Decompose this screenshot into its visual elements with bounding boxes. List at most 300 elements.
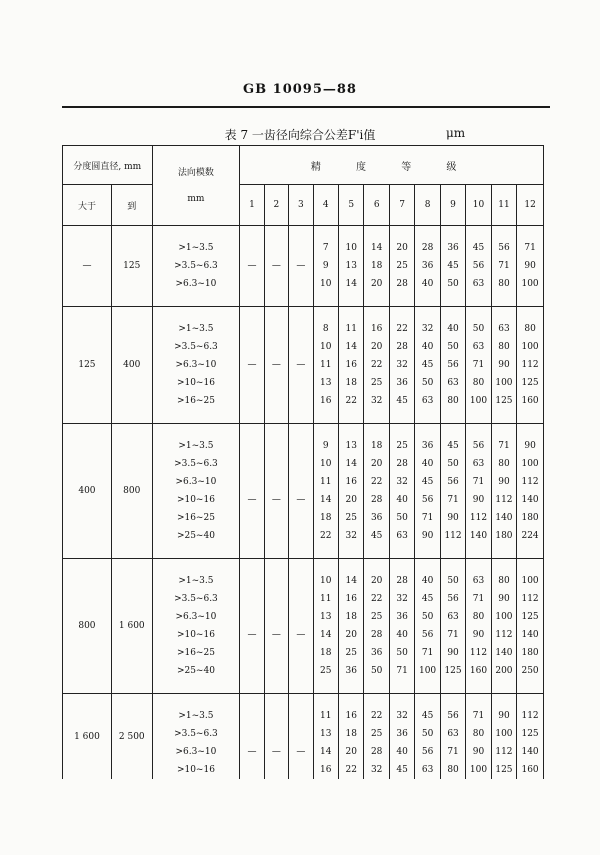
value-cell: 20 xyxy=(364,275,389,293)
grade-cell-dash: — xyxy=(289,356,313,374)
value-cell: 125 xyxy=(491,392,516,410)
pad-cell xyxy=(466,680,491,694)
module-cell: >25~40 xyxy=(152,662,240,680)
module-cell: >6.3~10 xyxy=(152,356,240,374)
pad-cell xyxy=(389,410,414,424)
value-cell: 56 xyxy=(415,491,440,509)
value-cell: 13 xyxy=(339,257,364,275)
value-cell: 71 xyxy=(517,239,544,257)
value-cell: 140 xyxy=(517,626,544,644)
value-cell: 71 xyxy=(440,743,465,761)
pad-cell xyxy=(364,226,389,240)
pad-cell xyxy=(289,226,313,240)
value-cell: 71 xyxy=(491,257,516,275)
grade-cell-dash: — xyxy=(240,626,264,644)
pad-cell xyxy=(440,680,465,694)
value-cell: 112 xyxy=(440,527,465,545)
grade-col-header: 11 xyxy=(491,185,516,226)
grade-cell-dash xyxy=(264,509,288,527)
pad-cell xyxy=(364,559,389,573)
value-cell: 22 xyxy=(313,527,338,545)
grade-cell-dash: — xyxy=(240,356,264,374)
pad-cell xyxy=(152,410,240,424)
value-cell: 45 xyxy=(415,707,440,725)
pad-cell xyxy=(491,680,516,694)
pad-cell xyxy=(264,293,288,307)
value-cell: 10 xyxy=(313,338,338,356)
pad-cell xyxy=(491,545,516,559)
value-cell: 56 xyxy=(415,743,440,761)
value-cell: 36 xyxy=(389,374,414,392)
value-cell: 32 xyxy=(364,761,389,779)
value-cell: 80 xyxy=(466,725,491,743)
diameter-over-cell: 125 xyxy=(63,307,112,424)
value-cell: 13 xyxy=(313,374,338,392)
value-cell: 36 xyxy=(415,437,440,455)
grade-cell-dash: — xyxy=(240,491,264,509)
grade-cell-dash xyxy=(240,374,264,392)
pad-cell xyxy=(240,680,264,694)
diameter-to-cell: 800 xyxy=(111,424,152,559)
table-caption: 表 7 一齿径向综合公差F'i值 xyxy=(224,128,376,142)
value-cell: 125 xyxy=(517,608,544,626)
value-cell: 112 xyxy=(517,707,544,725)
value-cell: 71 xyxy=(466,707,491,725)
value-cell: 11 xyxy=(313,707,338,725)
pad-cell xyxy=(440,424,465,438)
value-cell: 50 xyxy=(389,509,414,527)
grade-cell-dash xyxy=(240,473,264,491)
grade-cell-dash xyxy=(264,644,288,662)
value-cell: 14 xyxy=(339,338,364,356)
value-cell: 56 xyxy=(491,239,516,257)
value-cell: 40 xyxy=(389,743,414,761)
pad-cell xyxy=(440,545,465,559)
pad-cell xyxy=(364,545,389,559)
pad-cell xyxy=(440,226,465,240)
value-cell: 160 xyxy=(517,392,544,410)
value-cell: 40 xyxy=(415,338,440,356)
value-cell: 22 xyxy=(339,392,364,410)
value-cell: 25 xyxy=(313,662,338,680)
value-cell: 14 xyxy=(364,239,389,257)
pad-cell xyxy=(264,545,288,559)
pad-cell xyxy=(264,226,288,240)
grade-cell-dash xyxy=(240,392,264,410)
grade-col-header: 2 xyxy=(264,185,288,226)
pad-cell xyxy=(491,694,516,708)
value-cell: 56 xyxy=(415,626,440,644)
grade-cell-dash xyxy=(240,662,264,680)
value-cell: 28 xyxy=(389,572,414,590)
pad-cell xyxy=(289,307,313,321)
pad-cell xyxy=(264,559,288,573)
grade-cell-dash xyxy=(289,662,313,680)
grade-cell-dash xyxy=(289,338,313,356)
pad-cell xyxy=(466,307,491,321)
grade-cell-dash xyxy=(240,725,264,743)
pad-cell xyxy=(339,680,364,694)
module-cell: >10~16 xyxy=(152,374,240,392)
value-cell: 112 xyxy=(517,590,544,608)
grade-cell-dash xyxy=(240,590,264,608)
value-cell: 32 xyxy=(364,392,389,410)
pad-cell xyxy=(415,307,440,321)
value-cell: 50 xyxy=(415,725,440,743)
pad-cell xyxy=(240,410,264,424)
value-cell: 20 xyxy=(364,455,389,473)
value-cell: 112 xyxy=(517,356,544,374)
value-cell: 56 xyxy=(440,590,465,608)
group-pad-row xyxy=(63,307,544,321)
grade-cell-dash xyxy=(264,392,288,410)
value-cell: 71 xyxy=(466,356,491,374)
pad-cell xyxy=(517,680,544,694)
value-cell: 180 xyxy=(517,509,544,527)
grade-cell-dash xyxy=(240,320,264,338)
grade-cell-dash xyxy=(240,644,264,662)
grade-cell-dash xyxy=(264,608,288,626)
value-cell: 28 xyxy=(389,338,414,356)
value-cell: 80 xyxy=(466,608,491,626)
table-body xyxy=(63,226,544,780)
value-cell: 100 xyxy=(415,662,440,680)
pad-cell xyxy=(264,424,288,438)
grade-cell-dash xyxy=(240,275,264,293)
value-cell: 90 xyxy=(517,437,544,455)
value-cell: 32 xyxy=(389,473,414,491)
grade-col-header: 10 xyxy=(466,185,491,226)
pad-cell xyxy=(264,680,288,694)
grade-cell-dash xyxy=(264,761,288,779)
pad-cell xyxy=(466,410,491,424)
value-cell: 40 xyxy=(440,320,465,338)
grade-col-header: 3 xyxy=(289,185,313,226)
value-cell: 224 xyxy=(517,527,544,545)
grade-cell-dash xyxy=(289,473,313,491)
pad-cell xyxy=(415,694,440,708)
value-cell: 56 xyxy=(466,257,491,275)
group-pad-row xyxy=(63,424,544,438)
value-cell: 56 xyxy=(440,707,465,725)
value-cell: 160 xyxy=(517,761,544,779)
value-cell: 100 xyxy=(466,392,491,410)
value-cell: 125 xyxy=(517,374,544,392)
module-cell: >6.3~10 xyxy=(152,275,240,293)
value-cell: 80 xyxy=(440,392,465,410)
module-cell: >16~25 xyxy=(152,392,240,410)
grade-cell-dash xyxy=(289,320,313,338)
grade-cell-dash xyxy=(264,473,288,491)
grade-cell-dash xyxy=(264,374,288,392)
value-cell: 63 xyxy=(415,392,440,410)
grade-cell-dash xyxy=(240,707,264,725)
pad-cell xyxy=(466,226,491,240)
grade-cell-dash xyxy=(264,275,288,293)
grade-cell-dash: — xyxy=(264,626,288,644)
grade-cell-dash: — xyxy=(289,491,313,509)
pad-cell xyxy=(517,424,544,438)
value-cell: 36 xyxy=(364,509,389,527)
diameter-over-cell: — xyxy=(63,226,112,307)
pad-cell xyxy=(440,293,465,307)
grade-cell-dash xyxy=(240,572,264,590)
diameter-over-cell: 800 xyxy=(63,559,112,694)
value-cell: 100 xyxy=(517,572,544,590)
grade-cell-dash xyxy=(240,509,264,527)
value-cell: 63 xyxy=(466,338,491,356)
value-cell: 10 xyxy=(313,455,338,473)
pad-cell xyxy=(313,424,338,438)
group-pad-row xyxy=(63,694,544,708)
value-cell: 100 xyxy=(466,761,491,779)
value-cell: 32 xyxy=(415,320,440,338)
value-cell: 63 xyxy=(466,455,491,473)
pad-cell xyxy=(517,226,544,240)
pad-cell xyxy=(289,680,313,694)
pad-cell xyxy=(364,307,389,321)
value-cell: 14 xyxy=(313,626,338,644)
pad-cell xyxy=(240,545,264,559)
value-cell: 40 xyxy=(389,491,414,509)
grade-cell-dash: — xyxy=(289,257,313,275)
pad-cell xyxy=(313,694,338,708)
module-cell: >3.5~6.3 xyxy=(152,725,240,743)
value-cell: 250 xyxy=(517,662,544,680)
pad-cell xyxy=(389,226,414,240)
pad-cell xyxy=(240,307,264,321)
grade-cell-dash xyxy=(289,707,313,725)
value-cell: 140 xyxy=(517,743,544,761)
value-cell: 180 xyxy=(491,527,516,545)
value-cell: 32 xyxy=(389,707,414,725)
pad-cell xyxy=(264,307,288,321)
pad-cell xyxy=(289,424,313,438)
value-cell: 36 xyxy=(364,644,389,662)
value-cell: 71 xyxy=(415,509,440,527)
value-cell: 36 xyxy=(339,662,364,680)
grade-col-header: 12 xyxy=(517,185,544,226)
value-cell: 28 xyxy=(389,455,414,473)
diameter-over-cell: 1 600 xyxy=(63,694,112,780)
value-cell: 14 xyxy=(339,572,364,590)
pad-cell xyxy=(364,410,389,424)
table-header xyxy=(63,146,544,226)
grade-cell-dash xyxy=(264,338,288,356)
value-cell: 56 xyxy=(440,473,465,491)
value-cell: 18 xyxy=(339,608,364,626)
value-cell: 50 xyxy=(440,275,465,293)
value-cell: 50 xyxy=(415,608,440,626)
value-cell: 13 xyxy=(339,437,364,455)
module-header xyxy=(152,146,240,226)
value-cell: 16 xyxy=(339,356,364,374)
pad-cell xyxy=(289,694,313,708)
value-cell: 20 xyxy=(339,626,364,644)
value-cell: 10 xyxy=(339,239,364,257)
pad-cell xyxy=(289,293,313,307)
value-cell: 100 xyxy=(517,338,544,356)
value-cell: 28 xyxy=(364,491,389,509)
value-cell: 20 xyxy=(339,491,364,509)
value-cell: 40 xyxy=(415,275,440,293)
pad-cell xyxy=(517,545,544,559)
value-cell: 90 xyxy=(440,509,465,527)
pad-cell xyxy=(364,680,389,694)
pad-cell xyxy=(264,694,288,708)
grade-col-header: 6 xyxy=(364,185,389,226)
grade-col-header: 8 xyxy=(415,185,440,226)
value-cell: 25 xyxy=(364,374,389,392)
module-header-label: 法向模数 xyxy=(177,167,214,178)
grade-cell-dash xyxy=(264,239,288,257)
value-cell: 16 xyxy=(313,392,338,410)
value-cell: 71 xyxy=(440,491,465,509)
value-cell: 100 xyxy=(491,374,516,392)
grade-cell-dash xyxy=(264,527,288,545)
value-cell: 140 xyxy=(491,509,516,527)
value-cell: 80 xyxy=(466,374,491,392)
diameter-over-cell: 400 xyxy=(63,424,112,559)
value-cell: 10 xyxy=(313,572,338,590)
value-cell: 63 xyxy=(440,608,465,626)
pad-cell xyxy=(313,307,338,321)
value-cell: 25 xyxy=(389,257,414,275)
value-cell: 25 xyxy=(364,725,389,743)
pad-cell xyxy=(466,559,491,573)
pad-cell xyxy=(240,559,264,573)
module-cell: >1~3.5 xyxy=(152,707,240,725)
pad-cell xyxy=(491,559,516,573)
value-cell: 80 xyxy=(440,761,465,779)
value-cell: 90 xyxy=(517,257,544,275)
value-cell: 45 xyxy=(415,356,440,374)
value-cell: 40 xyxy=(415,455,440,473)
standard-header: GB 10095—88 xyxy=(243,82,357,97)
module-cell: >1~3.5 xyxy=(152,572,240,590)
value-cell: 63 xyxy=(415,761,440,779)
module-cell: >10~16 xyxy=(152,761,240,779)
value-cell: 25 xyxy=(339,644,364,662)
value-cell: 11 xyxy=(339,320,364,338)
grade-cell-dash: — xyxy=(289,743,313,761)
pad-cell xyxy=(517,694,544,708)
value-cell: 71 xyxy=(466,590,491,608)
grade-cell-dash xyxy=(289,527,313,545)
value-cell: 7 xyxy=(313,239,338,257)
grade-cell-dash xyxy=(240,608,264,626)
value-cell: 28 xyxy=(364,626,389,644)
grade-cell-dash xyxy=(240,527,264,545)
value-cell: 13 xyxy=(313,608,338,626)
pad-cell xyxy=(364,293,389,307)
pad-cell xyxy=(389,545,414,559)
grade-cell-dash xyxy=(264,320,288,338)
pad-cell xyxy=(389,680,414,694)
pad-cell xyxy=(517,559,544,573)
value-cell: 28 xyxy=(389,275,414,293)
tolerance-table xyxy=(62,145,544,779)
value-cell: 14 xyxy=(339,455,364,473)
value-cell: 112 xyxy=(466,644,491,662)
value-cell: 90 xyxy=(466,743,491,761)
value-cell: 71 xyxy=(415,644,440,662)
pad-cell xyxy=(339,694,364,708)
value-cell: 18 xyxy=(313,644,338,662)
module-cell: >6.3~10 xyxy=(152,608,240,626)
pad-cell xyxy=(415,545,440,559)
module-cell: >16~25 xyxy=(152,509,240,527)
value-cell: 50 xyxy=(466,320,491,338)
module-cell: >1~3.5 xyxy=(152,320,240,338)
value-cell: 125 xyxy=(517,725,544,743)
value-cell: 16 xyxy=(339,590,364,608)
pad-cell xyxy=(240,424,264,438)
pad-cell xyxy=(152,424,240,438)
value-cell: 50 xyxy=(415,374,440,392)
value-cell: 180 xyxy=(517,644,544,662)
value-cell: 45 xyxy=(364,527,389,545)
value-cell: 63 xyxy=(491,320,516,338)
grade-cell-dash xyxy=(289,275,313,293)
pad-cell xyxy=(415,559,440,573)
module-cell: >3.5~6.3 xyxy=(152,257,240,275)
value-cell: 45 xyxy=(415,473,440,491)
grade-cell-dash xyxy=(289,572,313,590)
value-cell: 25 xyxy=(389,437,414,455)
pad-cell xyxy=(289,545,313,559)
pad-cell xyxy=(364,424,389,438)
grade-cell-dash: — xyxy=(264,491,288,509)
value-cell: 80 xyxy=(491,572,516,590)
value-cell: 32 xyxy=(339,527,364,545)
grade-cell-dash xyxy=(264,590,288,608)
value-cell: 50 xyxy=(440,455,465,473)
value-cell: 63 xyxy=(440,725,465,743)
pad-cell xyxy=(491,226,516,240)
diameter-to-cell: 1 600 xyxy=(111,559,152,694)
grade-cell-dash: — xyxy=(264,743,288,761)
grade-cell-dash xyxy=(240,455,264,473)
value-cell: 63 xyxy=(440,374,465,392)
module-cell: >3.5~6.3 xyxy=(152,590,240,608)
value-cell: 14 xyxy=(313,743,338,761)
module-cell: >6.3~10 xyxy=(152,743,240,761)
diameter-to-cell: 2 500 xyxy=(111,694,152,780)
value-cell: 140 xyxy=(491,644,516,662)
pad-cell xyxy=(466,545,491,559)
grade-cell-dash: — xyxy=(264,356,288,374)
grade-cell-dash xyxy=(240,761,264,779)
module-cell: >16~25 xyxy=(152,644,240,662)
pad-cell xyxy=(313,545,338,559)
value-cell: 112 xyxy=(466,509,491,527)
grade-cell-dash xyxy=(289,239,313,257)
value-cell: 16 xyxy=(313,761,338,779)
pad-cell xyxy=(289,410,313,424)
grade-cell-dash: — xyxy=(289,626,313,644)
pad-cell xyxy=(152,226,240,240)
value-cell: 20 xyxy=(364,572,389,590)
value-cell: 11 xyxy=(313,590,338,608)
pad-cell xyxy=(313,293,338,307)
value-cell: 80 xyxy=(517,320,544,338)
pad-cell xyxy=(313,680,338,694)
value-cell: 56 xyxy=(440,356,465,374)
grade-cell-dash xyxy=(289,644,313,662)
value-cell: 112 xyxy=(517,473,544,491)
pad-cell xyxy=(240,694,264,708)
